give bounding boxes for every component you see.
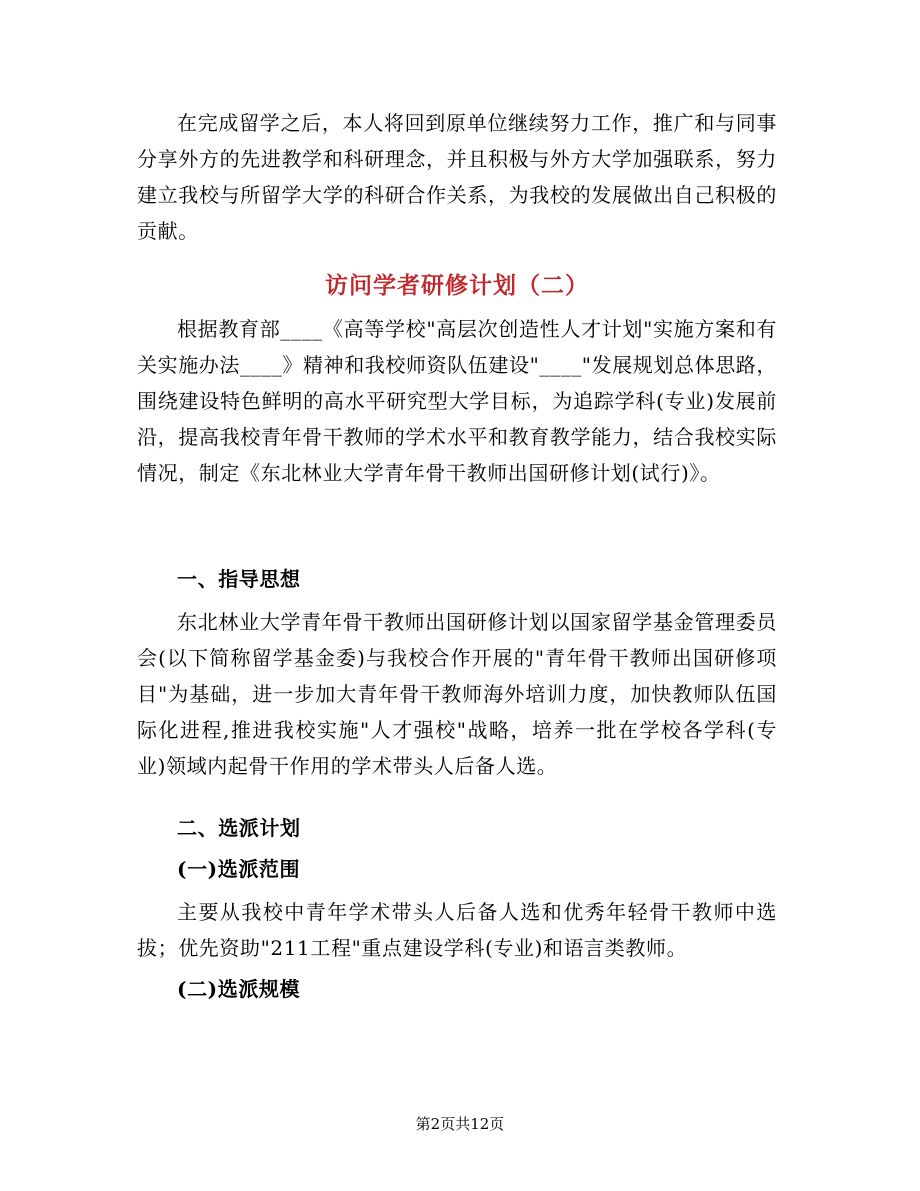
background-paragraph: 根据教育部____《高等学校"高层次创造性人才计划"实施方案和有关实施办法____》精神和我校师资队伍建设"____"发展规划总体思路，围绕建设特色鲜明的高水平研究型大学目标，为追踪学科(专业)发展前沿，提高我校青年骨干教师的学术水平和教育教学能力，结合我校实际情况，制定《东北林业大学青年骨干教师出国研修计划(试行)》。 [137, 317, 777, 485]
selection-plan-heading: 二、选派计划 [177, 816, 301, 840]
page-number-footer: 第2页共12页 [415, 1115, 505, 1133]
guiding-principles-paragraph: 东北林业大学青年骨干教师出国研修计划以国家留学基金管理委员会(以下简称留学基金委)与我校合作开展的"青年骨干教师出国研修项目"为基础，进一步加大青年骨干教师海外培训力度，加快教师队伍国际化进程,推进我校实施"人才强校"战略，培养一批在学校各学科(专业)领域内起骨干作用的学术带头人后备人选。 [137, 610, 777, 778]
selection-scope-heading: (一)选派范围 [177, 857, 301, 881]
selection-scale-heading: (二)选派规模 [177, 977, 301, 1001]
selection-scope-paragraph: 主要从我校中青年学术带头人后备人选和优秀年轻骨干教师中选拔；优先资助"211工程"重点建设学科(专业)和语言类教师。 [137, 900, 777, 960]
section-title: 访问学者研修计划（二） [325, 272, 589, 299]
guiding-principles-heading: 一、指导思想 [177, 567, 301, 591]
intro-paragraph: 在完成留学之后，本人将回到原单位继续努力工作，推广和与同事分享外方的先进教学和科研理念，并且积极与外方大学加强联系，努力建立我校与所留学大学的科研合作关系，为我校的发展做出自己积极的贡献。 [137, 111, 777, 243]
